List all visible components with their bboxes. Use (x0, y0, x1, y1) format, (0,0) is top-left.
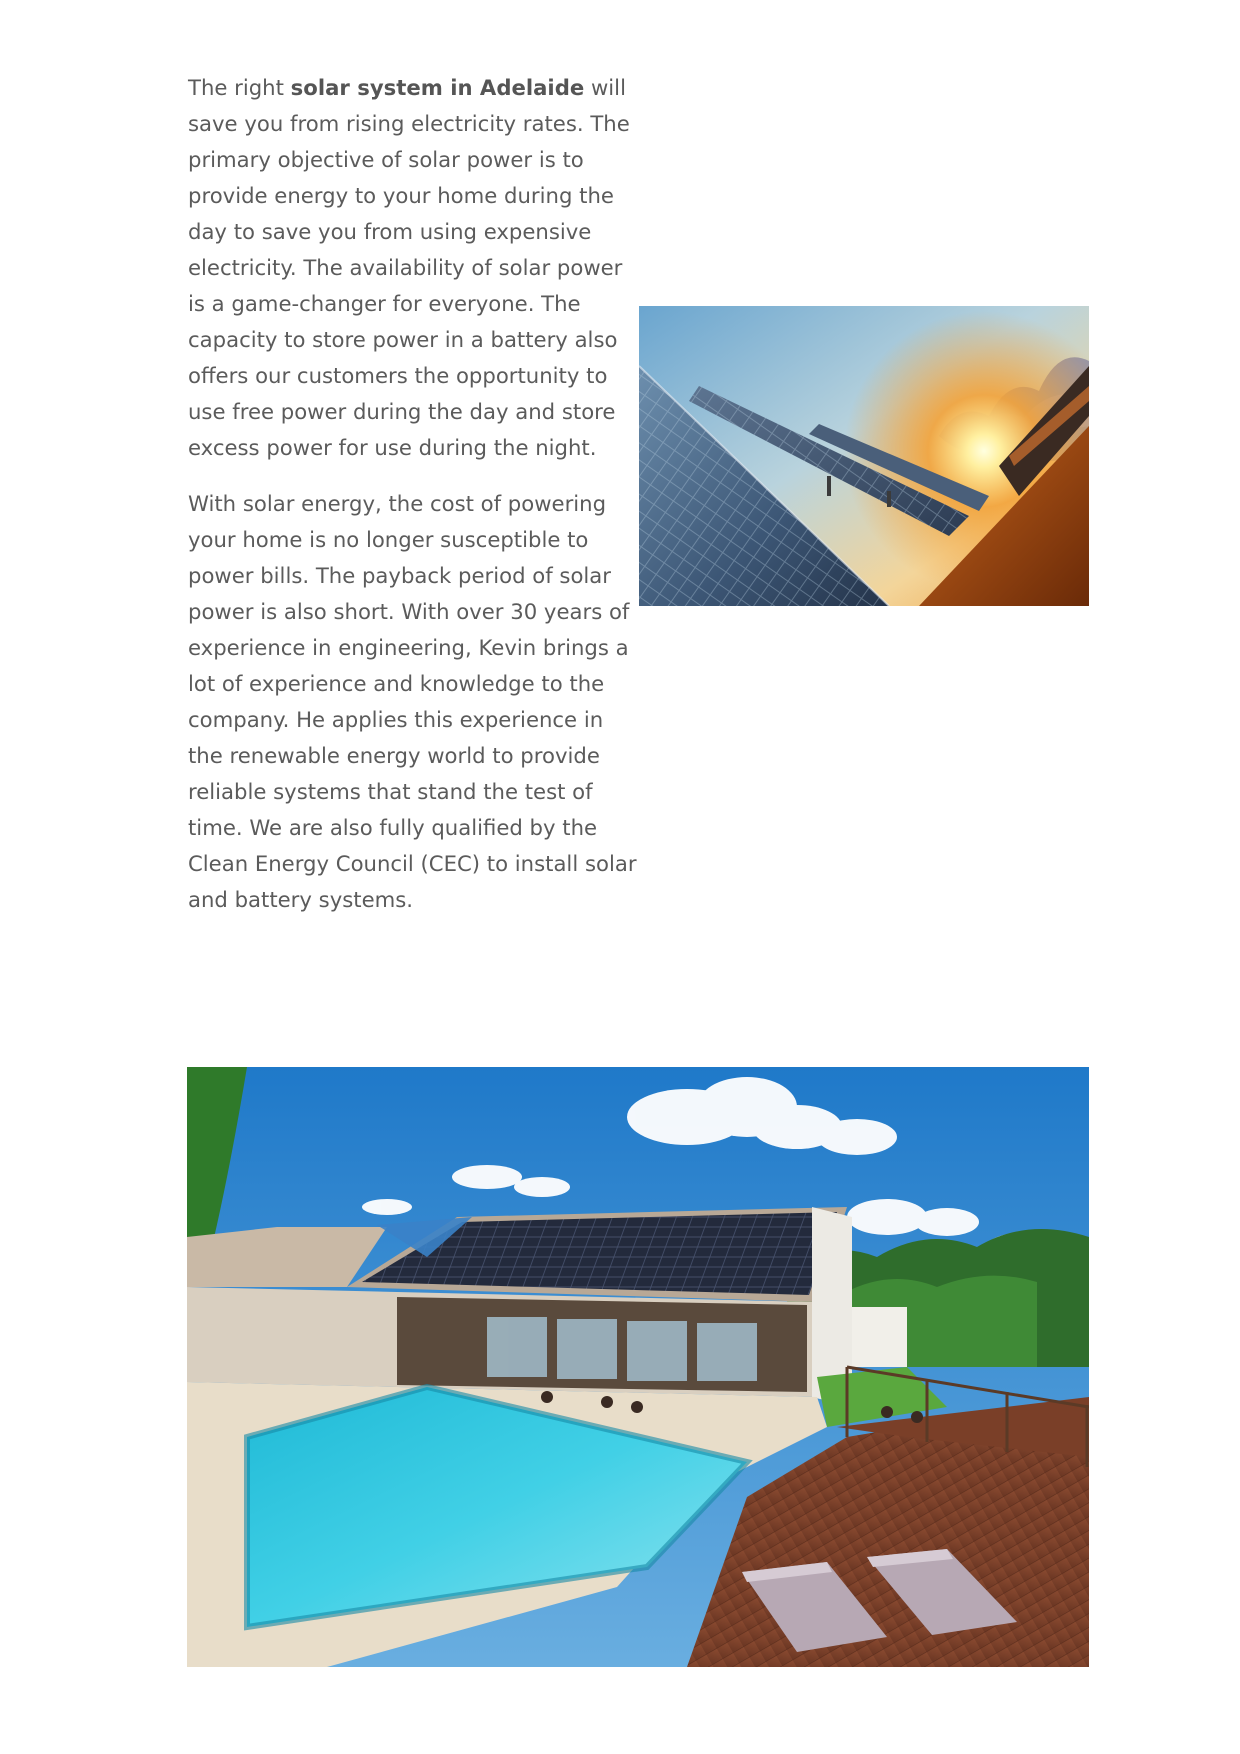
paragraph-1-lead: The right (188, 75, 291, 100)
paragraph-1-keyword: solar system in Adelaide (290, 75, 585, 100)
paragraph-1 (188, 70, 640, 466)
paragraph-1-rest: will save you from rising electricity rates. The primary objective of solar power is to provide energy to your home during the day to save you from using expensive electricity. The availability of solar power is a game-changer for everyone. The capacity to store power in a battery also offers our customers the opportunity to use free power during the day and store excess power for use during the night. (188, 75, 630, 460)
house-pool-solar-roof-image (187, 1067, 1089, 1667)
paragraph-2: With solar energy, the cost of powering your home is no longer susceptible to power bills. The payback period of solar power is also short. With over 30 years of experience in engineering, Kevin brings a lot of experience and knowledge to the company. He applies this experience in the renewable energy world to provide reliable systems that stand the test of time. We are also fully qualified by the Clean Energy Council (CEC) to install solar and battery systems. (188, 491, 637, 912)
article-text (188, 70, 640, 918)
solar-panels-sunset-image (639, 306, 1089, 606)
